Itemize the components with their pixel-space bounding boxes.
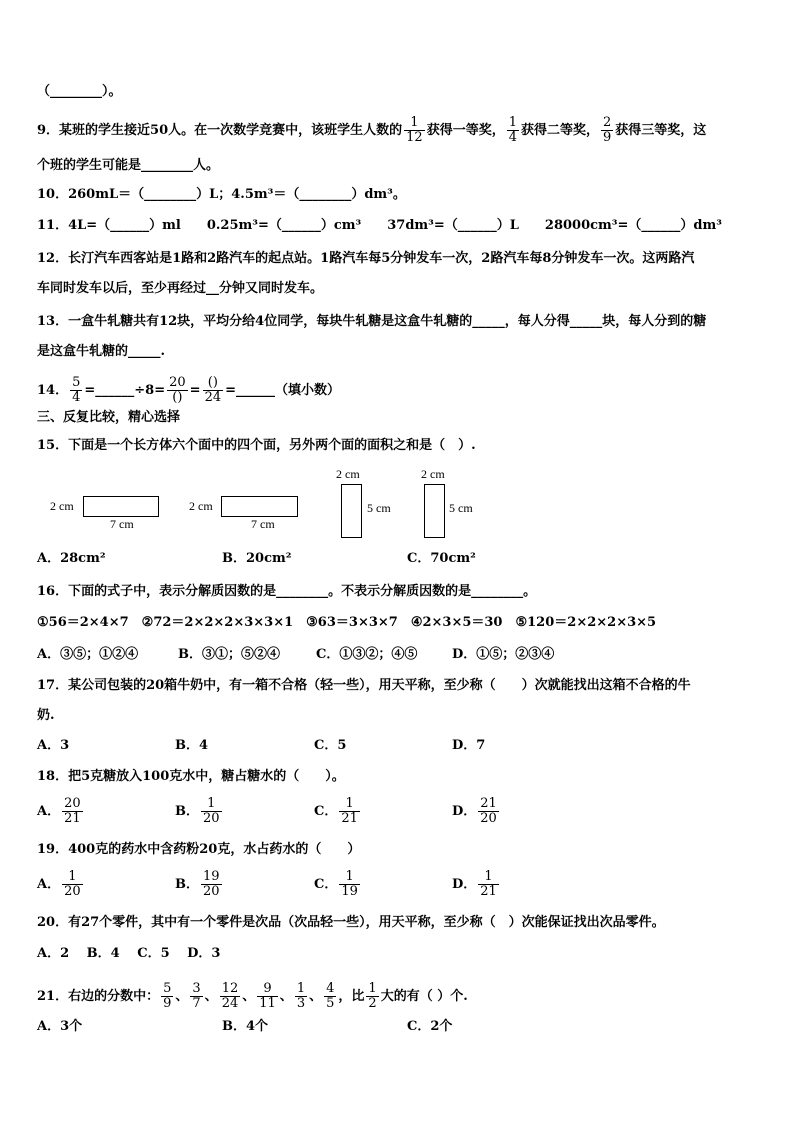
option-b[interactable]: B．4个 [222, 1019, 269, 1034]
question-15: 15．下面是一个长方体六个面中的四个面，另外两个面的面积之和是（ ）. [37, 438, 476, 453]
fraction: $\frac{1}{3}$ [296, 981, 306, 1011]
fraction: $\frac{1}{19}$ [341, 869, 358, 899]
fraction: $\frac{1}{12}$ [406, 115, 423, 145]
fraction: $\frac{()}{24}$ [204, 375, 222, 405]
question-10: 10．260mL＝（________）L；4.5m³＝（________）dm³。 [37, 187, 406, 202]
fraction: $\frac{5}{4}$ [72, 375, 81, 405]
face-rectangle-4 [424, 484, 445, 538]
option-b[interactable]: B．20cm² [222, 551, 292, 566]
dim-label: 5 cm [367, 501, 391, 515]
dim-label: 2 cm [421, 467, 445, 481]
question-19: 19．400克的药水中含药粉20克，水占药水的（ ） [37, 842, 361, 857]
question-16-items: ①56＝2×4×7 ②72＝2×2×2×3×3×1 ③63＝3×3×7 ④2×3×5＝30 ⑤120＝2×2×2×3×5 [37, 615, 657, 630]
option-a[interactable]: A． $\frac{1}{20}$ [37, 869, 81, 899]
option-a[interactable]: A．③⑤；①②④ [37, 647, 139, 662]
question-21: 21．右边的分数中： $\frac{5}{9}$ 、 $\frac{3}{7}$ 、 $\frac{12}{24}$ 、 $\frac{9}{11}$ 、 $\frac{1}{3}$ 、 $\frac{4}{5}$ ，比 $\frac{1}{2}$ 大的有（ ）个. [37, 981, 468, 1011]
question-9-line2: 个班的学生可能是________人。 [37, 158, 220, 173]
option-b[interactable]: B．4 [175, 738, 209, 753]
fraction: $\frac{4}{5}$ [326, 981, 335, 1011]
option-c[interactable]: C．70cm² [407, 551, 476, 566]
face-rectangle-1 [83, 496, 159, 517]
option-a[interactable]: A．28cm² [37, 551, 106, 566]
q8-tail: （________）。 [37, 84, 122, 99]
face-rectangle-3 [341, 484, 362, 538]
question-13-line2: 是这盒牛轧糖的_____. [37, 344, 166, 359]
option-d[interactable]: D． $\frac{1}{21}$ [452, 869, 497, 899]
question-18: 18．把5克糖放入100克水中，糖占糖水的（ ）。 [37, 769, 345, 784]
fraction: $\frac{12}{24}$ [221, 981, 239, 1011]
option-d[interactable]: D．7 [452, 738, 486, 753]
dim-label: 7 cm [251, 517, 275, 531]
option-b[interactable]: B．③①；⑤②④ [178, 647, 280, 662]
question-11: 11．4L=（______）ml 0.25m³=（______）cm³ 37dm³=（______）L 28000cm³=（______）dm³ [37, 218, 722, 233]
fraction: $\frac{1}{21}$ [341, 796, 358, 826]
fraction: $\frac{19}{20}$ [203, 869, 220, 899]
question-20: 20．有27个零件，其中有一个零件是次品（次品轻一些），用天平称，至少称（ ）次能保证找出次品零件。 [37, 915, 665, 930]
option-b[interactable]: B． $\frac{1}{20}$ [175, 796, 220, 826]
option-a[interactable]: A．3 [37, 738, 70, 753]
option-c[interactable]: C．5 [314, 738, 347, 753]
question-20-options[interactable]: A．2 B．4 C．5 D．3 [37, 946, 221, 961]
question-13-line1: 13．一盒牛轧糖共有12块，平均分给4位同学，每块牛轧糖是这盒牛轧糖的_____，每人分得_____块，每人分到的糖 [37, 314, 707, 329]
question-14: 14． $\frac{5}{4}$ =______÷8= $\frac{20}{()}$ = $\frac{()}{24}$ =______（填小数） [37, 375, 341, 405]
fraction: $\frac{1}{2}$ [368, 981, 377, 1011]
section-heading: 三、反复比较，精心选择 [37, 410, 181, 425]
dim-label: 2 cm [189, 499, 213, 513]
fraction: $\frac{5}{9}$ [163, 981, 172, 1011]
option-a[interactable]: A． $\frac{20}{21}$ [37, 796, 81, 826]
question-9-line1: 9．某班的学生接近50人。在一次数学竞赛中，该班学生人数的 $\frac{1}{12}$ 获得一等奖， $\frac{1}{4}$ 获得二等奖， $\frac{2}{9}$ 获得三等奖，这 [37, 115, 707, 145]
fraction: $\frac{1}{21}$ [480, 869, 497, 899]
question-12-line1: 12．长汀汽车西客站是1路和2路汽车的起点站。1路汽车每5分钟发车一次，2路汽车每8分钟发车一次。这两路汽 [37, 251, 695, 266]
face-rectangle-2 [221, 496, 298, 517]
fraction: $\frac{9}{11}$ [259, 981, 276, 1011]
dim-label: 7 cm [110, 517, 134, 531]
question-17-line2: 奶. [37, 708, 55, 723]
option-b[interactable]: B． $\frac{19}{20}$ [175, 869, 220, 899]
fraction: $\frac{1}{20}$ [203, 796, 220, 826]
question-12-line2: 车同时发车以后，至少再经过__分钟又同时发车。 [37, 281, 324, 296]
fraction: $\frac{2}{9}$ [603, 115, 612, 145]
fraction: $\frac{1}{4}$ [508, 115, 517, 145]
dim-label: 2 cm [336, 467, 360, 481]
fraction: $\frac{21}{20}$ [480, 796, 497, 826]
option-c[interactable]: C． $\frac{1}{19}$ [314, 869, 358, 899]
fraction: $\frac{20}{()}$ [169, 375, 186, 405]
fraction: $\frac{1}{20}$ [64, 869, 81, 899]
dim-label: 5 cm [449, 501, 473, 515]
option-d[interactable]: D．①⑤；②③④ [452, 647, 555, 662]
dim-label: 2 cm [50, 499, 74, 513]
option-c[interactable]: C． $\frac{1}{21}$ [314, 796, 358, 826]
fraction: $\frac{20}{21}$ [64, 796, 81, 826]
fraction: $\frac{3}{7}$ [192, 981, 201, 1011]
option-d[interactable]: D． $\frac{21}{20}$ [452, 796, 497, 826]
option-c[interactable]: C．①③②；④⑤ [316, 647, 418, 662]
option-a[interactable]: A．3个 [37, 1019, 83, 1034]
question-16: 16．下面的式子中，表示分解质因数的是________。不表示分解质因数的是________。 [37, 584, 537, 599]
question-17-line1: 17．某公司包装的20箱牛奶中，有一箱不合格（轻一些），用天平称，至少称（ ）次就能找出这箱不合格的牛 [37, 678, 691, 693]
option-c[interactable]: C．2个 [407, 1019, 453, 1034]
